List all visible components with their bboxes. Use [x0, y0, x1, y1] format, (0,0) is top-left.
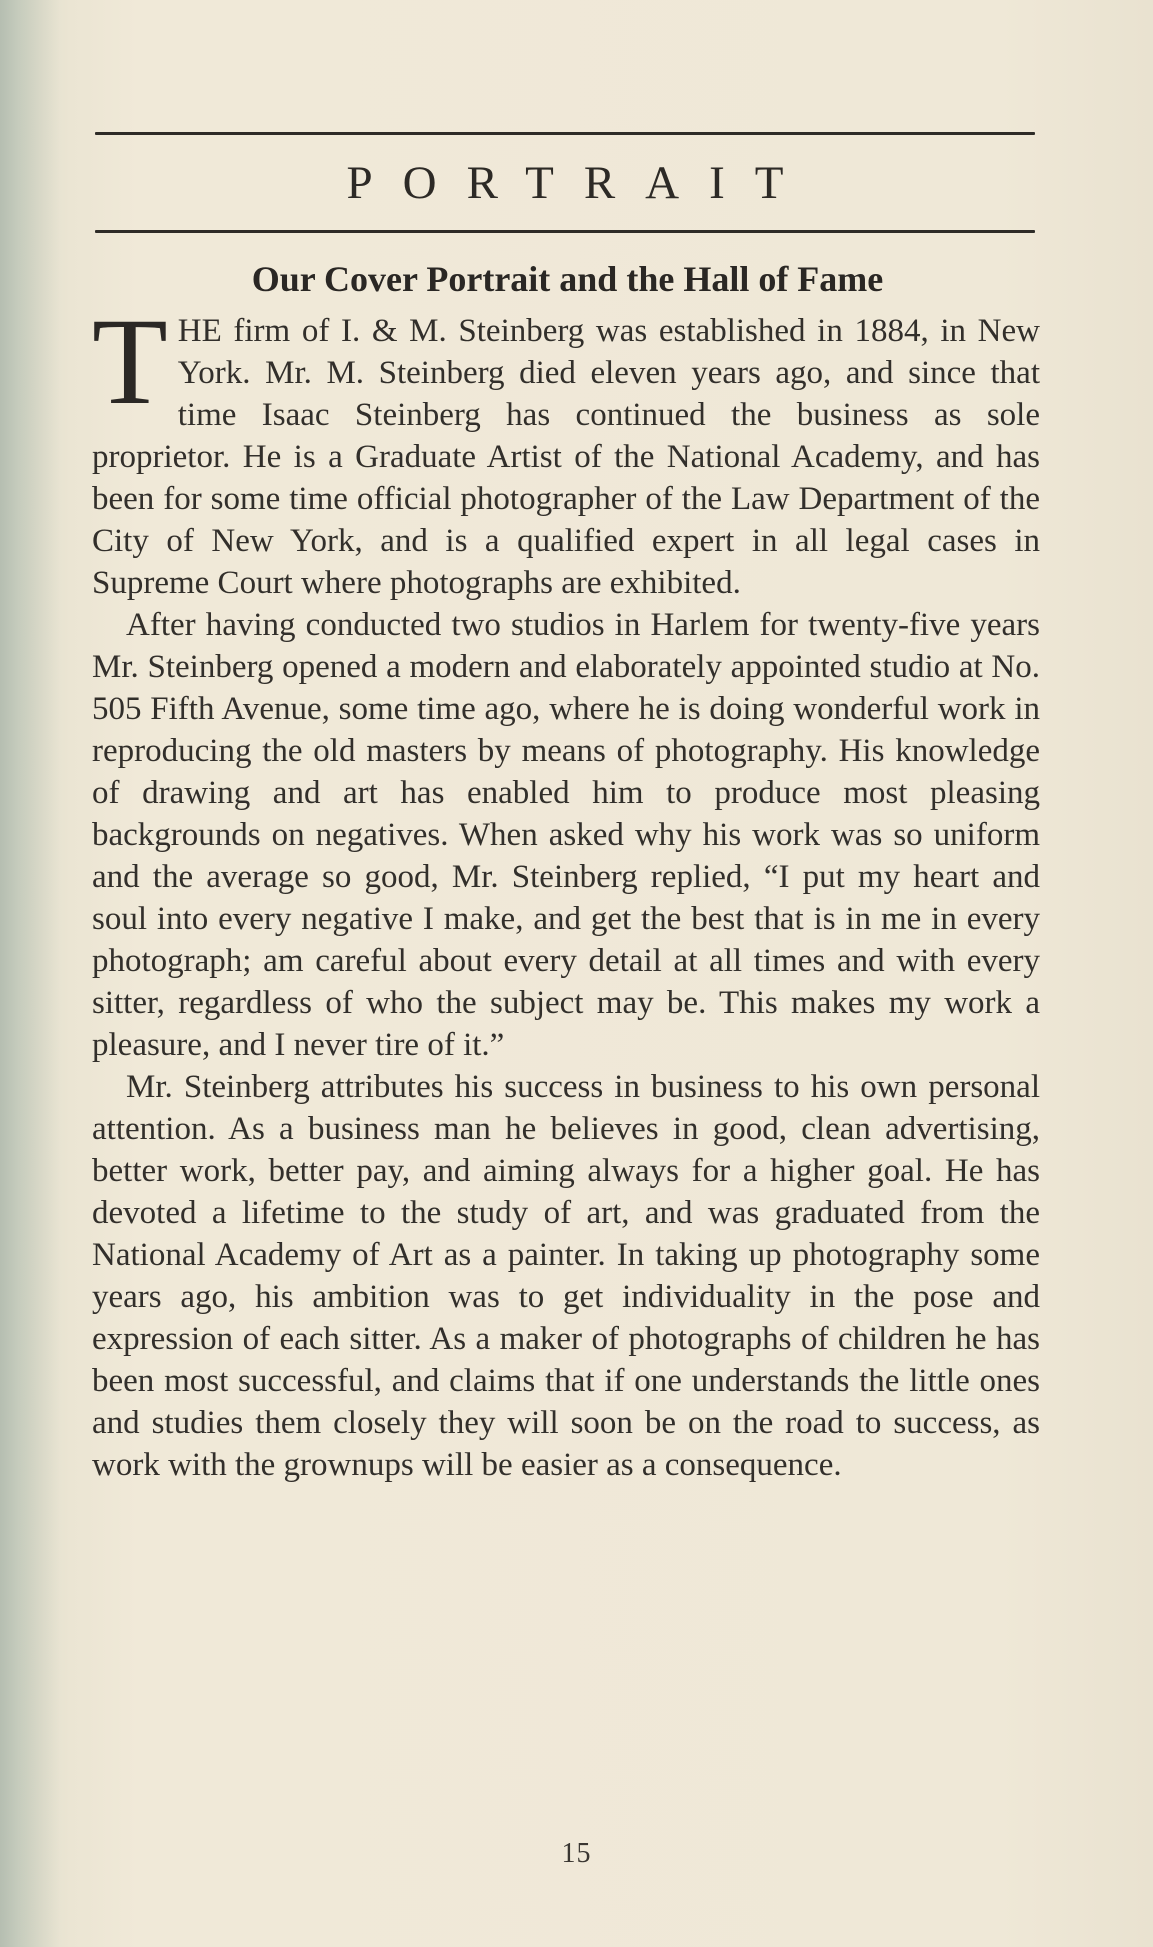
drop-cap: T [92, 293, 168, 430]
article-heading: Our Cover Portrait and the Hall of Fame [251, 259, 884, 299]
bottom-rule [95, 230, 1035, 233]
top-rule [95, 132, 1035, 135]
section-title: PORTRAIT [346, 157, 814, 209]
paragraph-2: After having conducted two studios in Harlem for twenty-five years Mr. Steinberg opened a modern and elaborately appointed studio at No. 505 Fifth Avenue, some time ago, where he is doing wonderful work in reproducing the old masters by means of photography. His knowledge of drawing and art has enabled him to produce most pleasing backgrounds on negatives. When asked why his work was so uniform and the average so good, Mr. Steinberg replied, “I put my heart and soul into every negative I make, and get the best that is in me in every photograph; am careful about every detail at all times and with every sitter, regardless of who the subject may be. This makes my work a pleasure, and I never tire of it.” [92, 607, 1040, 1063]
article-body [92, 293, 1040, 1486]
paragraph-3: Mr. Steinberg attributes his success in business to his own personal attention. As a business man he believes in good, clean advertising, better work, better pay, and aiming always for a higher goal. He has devoted a lifetime to the study of art, and was graduated from the National Academy of Art as a painter. In taking up photography some years ago, his ambition was to get individuality in the pose and expression of each sitter. As a maker of photographs of children he has been most successful, and claims that if one understands the little ones and studies them closely they will soon be on the road to success, as work with the grownups will be easier as a consequence. [92, 1069, 1040, 1483]
paragraph-1-text: HE firm of I. & M. Steinberg was established in 1884, in New York. Mr. M. Steinberg died eleven years ago, and since that time Isaac Steinberg has continued the business as sole proprietor. He is a Graduate Artist of the National Academy, and has been for some time official photographer of the Law Department of the City of New York, and is a qualified expert in all legal cases in Supreme Court where photographs are exhibited. [92, 313, 1040, 601]
page-number: 15 [561, 1838, 592, 1869]
paragraph-1 [92, 293, 1040, 604]
binding-shadow [0, 0, 60, 1947]
